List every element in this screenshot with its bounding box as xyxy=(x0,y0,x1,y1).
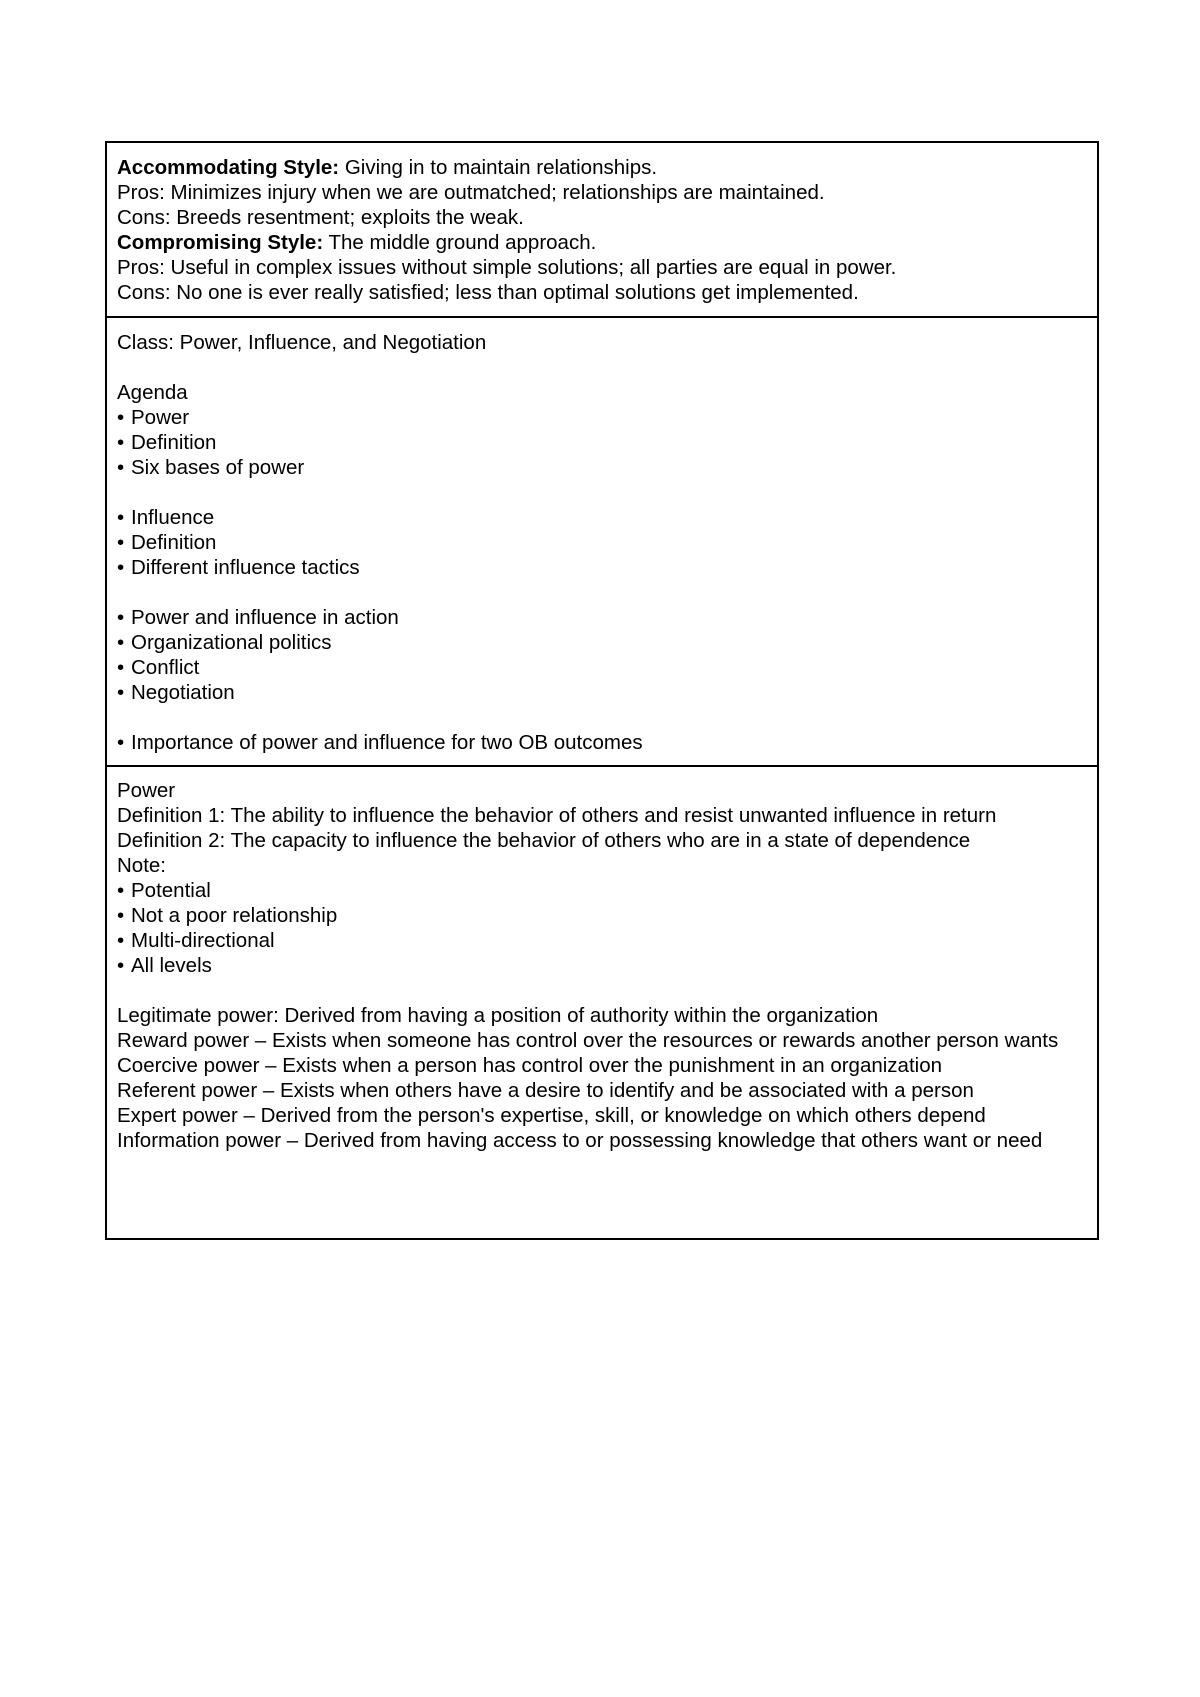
note-item: • Multi-directional xyxy=(117,928,1087,953)
compromising-style-line xyxy=(117,230,1087,255)
accommodating-style-line xyxy=(117,155,1087,180)
agenda-item: • Definition xyxy=(117,430,1087,455)
class-agenda-cell xyxy=(107,316,1097,765)
compromising-style-heading: Compromising Style: xyxy=(117,231,324,254)
power-base-coercive: Coercive power – Exists when a person has control over the punishment in an organization xyxy=(117,1054,943,1077)
compromising-pros: Pros: Useful in complex issues without simple solutions; all parties are equal in power. xyxy=(117,256,897,279)
agenda-item: • Negotiation xyxy=(117,680,1087,705)
agenda-item: • Six bases of power xyxy=(117,455,1087,480)
note-item: • Not a poor relationship xyxy=(117,903,1087,928)
agenda-item: • Power and influence in action xyxy=(117,605,1087,630)
power-title: Power xyxy=(117,779,176,802)
power-base-referent: Referent power – Exists when others have a desire to identify and be associated with a person xyxy=(117,1079,974,1102)
notes-table xyxy=(105,141,1099,1240)
agenda-item: • Power xyxy=(117,405,1087,430)
class-title: Class: Power, Influence, and Negotiation xyxy=(117,331,487,354)
power-definition-1: Definition 1: The ability to influence the behavior of others and resist unwanted influence in return xyxy=(117,804,997,827)
note-item: • All levels xyxy=(117,953,1087,978)
agenda-item: • Organizational politics xyxy=(117,630,1087,655)
accommodating-style-heading: Accommodating Style: xyxy=(117,156,340,179)
agenda-item: • Definition xyxy=(117,530,1087,555)
note-item: • Potential xyxy=(117,878,1087,903)
conflict-styles-cell xyxy=(107,143,1097,316)
power-base-information: Information power – Derived from having access to or possessing knowledge that others want or need xyxy=(117,1129,1043,1152)
compromising-style-text: The middle ground approach. xyxy=(323,231,597,254)
power-definition-2: Definition 2: The capacity to influence the behavior of others who are in a state of dependence xyxy=(117,829,971,852)
agenda-item: • Importance of power and influence for two OB outcomes xyxy=(117,730,1087,755)
compromising-cons: Cons: No one is ever really satisfied; less than optimal solutions get implemented. xyxy=(117,281,859,304)
accommodating-style-text: Giving in to maintain relationships. xyxy=(339,156,658,179)
accommodating-cons: Cons: Breeds resentment; exploits the weak. xyxy=(117,206,524,229)
agenda-item: • Conflict xyxy=(117,655,1087,680)
agenda-item: • Influence xyxy=(117,505,1087,530)
note-label: Note: xyxy=(117,854,166,877)
power-base-legitimate: Legitimate power: Derived from having a position of authority within the organization xyxy=(117,1004,879,1027)
power-base-reward: Reward power – Exists when someone has control over the resources or rewards another person wants xyxy=(117,1029,1059,1052)
accommodating-pros: Pros: Minimizes injury when we are outmatched; relationships are maintained. xyxy=(117,181,825,204)
power-definitions-cell xyxy=(107,765,1097,1238)
agenda-label: Agenda xyxy=(117,381,188,404)
agenda-item: • Different influence tactics xyxy=(117,555,1087,580)
power-base-expert: Expert power – Derived from the person's expertise, skill, or knowledge on which others depend xyxy=(117,1104,986,1127)
